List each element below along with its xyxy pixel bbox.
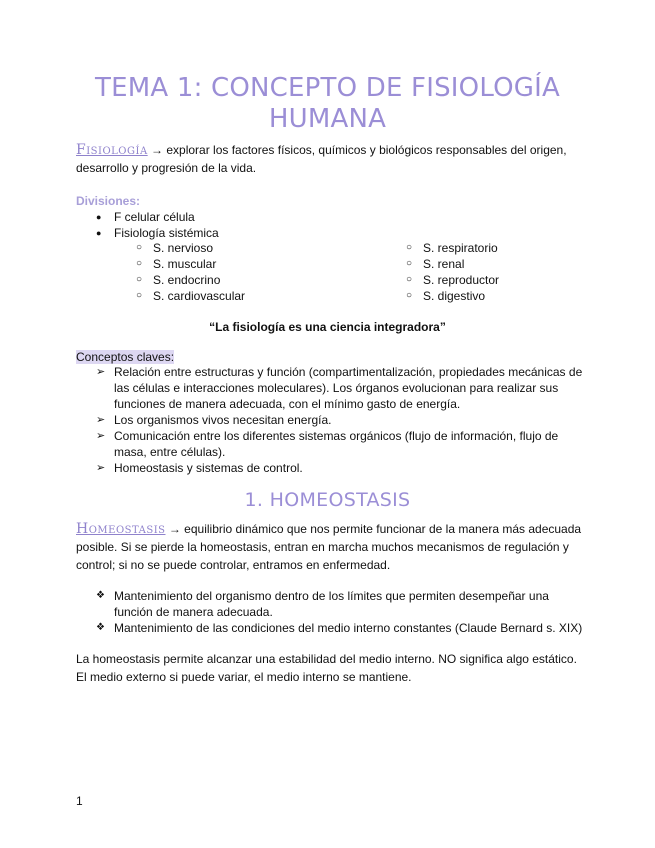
list-item — [114, 428, 589, 460]
list-item-text: Relación entre estructuras y función (compartimentalización, propiedades mecánicas de las células e interacciones moleculares). Los órganos evolucionan para realizar sus funciones de manera adecuada, con el mínimo gasto de energía. — [114, 365, 583, 411]
page-number: 1 — [76, 794, 83, 808]
systems-left-list — [153, 240, 245, 304]
homeostasis-def-line-3: control; si no se puede controlar, entramos en enfermedad. — [76, 558, 391, 572]
homeostasis-list — [114, 588, 589, 636]
section-heading-homeostasis: 1. HOMEOSTASIS — [244, 489, 411, 511]
list-item-text: Comunicación entre los diferentes sistemas orgánicos (flujo de información, flujo de masa, entre células). — [114, 429, 559, 459]
list-item — [114, 588, 589, 620]
list-item — [153, 256, 245, 272]
list-item — [423, 256, 499, 272]
divisiones-list — [114, 209, 219, 241]
list-item — [114, 412, 589, 428]
list-item-text: F celular célula — [114, 210, 195, 224]
homeostasis-closing — [76, 650, 586, 686]
title-line-1: TEMA 1: CONCEPTO DE FISIOLOGÍA — [95, 73, 560, 103]
fisiologia-term: Fisiología — [76, 142, 148, 158]
list-item-text: Homeostasis y sistemas de control. — [114, 461, 303, 475]
arrow-icon: → — [151, 143, 164, 157]
homeostasis-def-line-2: posible. Si se pierde la homeostasis, entran en marcha muchos mecanismos de regulación y — [76, 540, 569, 554]
divisiones-heading: Divisiones: — [76, 194, 141, 208]
list-item — [423, 240, 499, 256]
list-item-text: S. muscular — [153, 257, 217, 271]
list-item — [423, 272, 499, 288]
list-item — [153, 272, 245, 288]
page-title — [0, 73, 655, 135]
list-item-text: S. respiratorio — [423, 241, 498, 255]
list-item — [114, 364, 589, 412]
list-item-text: S. nervioso — [153, 241, 214, 255]
fisiologia-def-line-1: explorar los factores físicos, químicos y biológicos responsables del origen, — [163, 143, 567, 157]
homeostasis-def-line-1: equilibrio dinámico que nos permite funcionar de la manera más adecuada — [180, 522, 582, 536]
list-item — [114, 225, 219, 241]
list-item-text: Fisiología sistémica — [114, 226, 219, 240]
list-item — [423, 288, 499, 304]
list-item-text: S. reproductor — [423, 273, 500, 287]
integrative-quote: “La fisiología es una ciencia integradora” — [209, 320, 446, 334]
list-item — [114, 460, 589, 476]
systems-right-list — [423, 240, 499, 304]
list-item — [114, 620, 589, 636]
arrow-icon: → — [168, 522, 181, 536]
conceptos-list — [114, 364, 589, 476]
list-item-text: S. digestivo — [423, 289, 486, 303]
list-item-text: Mantenimiento del organismo dentro de los límites que permiten desempeñar una función de manera adecuada. — [114, 589, 549, 619]
list-item-text: Mantenimiento de las condiciones del medio interno constantes (Claude Bernard s. XIX) — [114, 621, 583, 635]
list-item-text: S. cardiovascular — [153, 289, 246, 303]
fisiologia-def-line-2: desarrollo y progresión de la vida. — [76, 161, 257, 175]
list-item — [114, 209, 219, 225]
conceptos-heading: Conceptos claves: — [76, 350, 175, 364]
list-item — [153, 288, 245, 304]
list-item-text: Los organismos vivos necesitan energía. — [114, 413, 332, 427]
list-item-text: S. endocrino — [153, 273, 221, 287]
list-item — [153, 240, 245, 256]
fisiologia-definition — [76, 141, 586, 177]
homeostasis-term: Homeostasis — [76, 521, 166, 537]
list-item-text: S. renal — [423, 257, 465, 271]
title-line-2: HUMANA — [268, 104, 387, 134]
closing-line-1: La homeostasis permite alcanzar una estabilidad del medio interno. NO significa algo estático. — [76, 652, 577, 666]
homeostasis-definition — [76, 520, 586, 574]
closing-line-2: El medio externo si puede variar, el medio interno se mantiene. — [76, 670, 412, 684]
